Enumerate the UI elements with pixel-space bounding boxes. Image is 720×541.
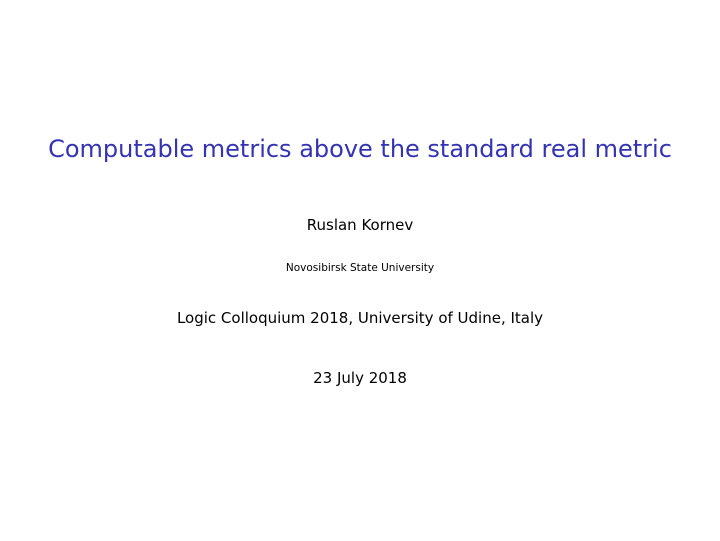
- presentation-date: 23 July 2018: [313, 369, 407, 387]
- slide-title: Computable metrics above the standard real metric: [48, 135, 672, 163]
- event-name: Logic Colloquium 2018, University of Udine, Italy: [176, 309, 544, 327]
- institute-name: Novosibirsk State University: [285, 262, 435, 274]
- author-name: Ruslan Kornev: [306, 216, 414, 234]
